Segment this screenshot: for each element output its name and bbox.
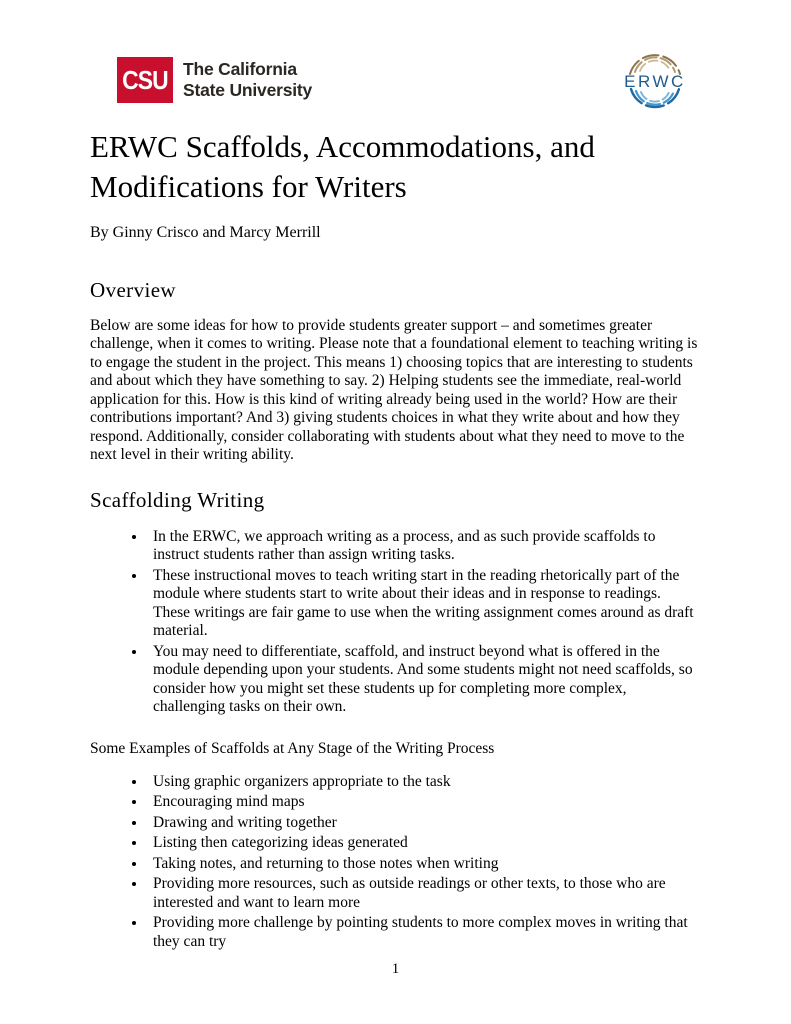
list-item: • Using graphic organizers appropriate to the task [147, 773, 701, 792]
overview-paragraph: Below are some ideas for how to provide students greater support – and sometimes greater challenge, when it comes to writing. Please note that a foundational element to teaching writing is to engage the student in the project. This means 1) choosing topics that are interesting to students and about which they have something to say. 2) Helping students see the immediate, real-world application for this. How is this kind of writing already being used in the world? How are their contributions important? And 3) giving students choices in what they write about and how they respond. Additionally, consider collaborating with students about what they need to move to the next level in their writing ability. [90, 316, 698, 464]
erwc-logo [617, 43, 693, 119]
document-title: ERWC Scaffolds, Accommodations, and Modifications for Writers [90, 129, 595, 205]
list-item: • Providing more resources, such as outside readings or other texts, to those who are interested and want to learn more [147, 875, 701, 912]
list-item: • Encouraging mind maps [147, 793, 701, 812]
svg-text:ERWC: ERWC [624, 72, 686, 91]
byline: By Ginny Crisco and Marcy Merrill [90, 223, 321, 241]
list-item: • These instructional moves to teach writing start in the reading rhetorically part of the module where students start to write about their ideas and in response to readings. These writings are fair game to use when the writing assignment comes around as draft material. [147, 567, 701, 641]
list-item: • Providing more challenge by pointing students to more complex moves in writing that they can try [147, 914, 701, 951]
list-item: • Listing then categorizing ideas generated [147, 834, 701, 853]
list-item: • In the ERWC, we approach writing as a process, and as such provide scaffolds to instruct students rather than assign writing tasks. [147, 528, 701, 565]
heading-overview: Overview [90, 277, 177, 302]
csu-logo-mark [117, 57, 173, 103]
csu-wordmark [183, 59, 312, 100]
heading-scaffolding-writing: Scaffolding Writing [90, 487, 265, 512]
subheading-examples: Some Examples of Scaffolds at Any Stage of the Writing Process [90, 739, 495, 757]
erwc-logo-icon [617, 43, 693, 119]
scaffolding-bullet-list [90, 528, 701, 717]
list-item: • Taking notes, and returning to those notes when writing [147, 855, 701, 874]
list-item: • Drawing and writing together [147, 814, 701, 833]
csu-wordmark-line1: The California [183, 59, 297, 80]
list-item: • You may need to differentiate, scaffold, and instruct beyond what is offered in the module depending upon your students. And some students might not need scaffolds, so consider how you might set these students up for completing more complex, challenging tasks on their own. [147, 643, 701, 717]
page-number: 1 [391, 961, 400, 977]
csu-acronym: CSU [122, 64, 168, 95]
csu-wordmark-line2: State University [183, 80, 313, 100]
csu-logo [117, 57, 312, 103]
examples-bullet-list [90, 773, 701, 952]
